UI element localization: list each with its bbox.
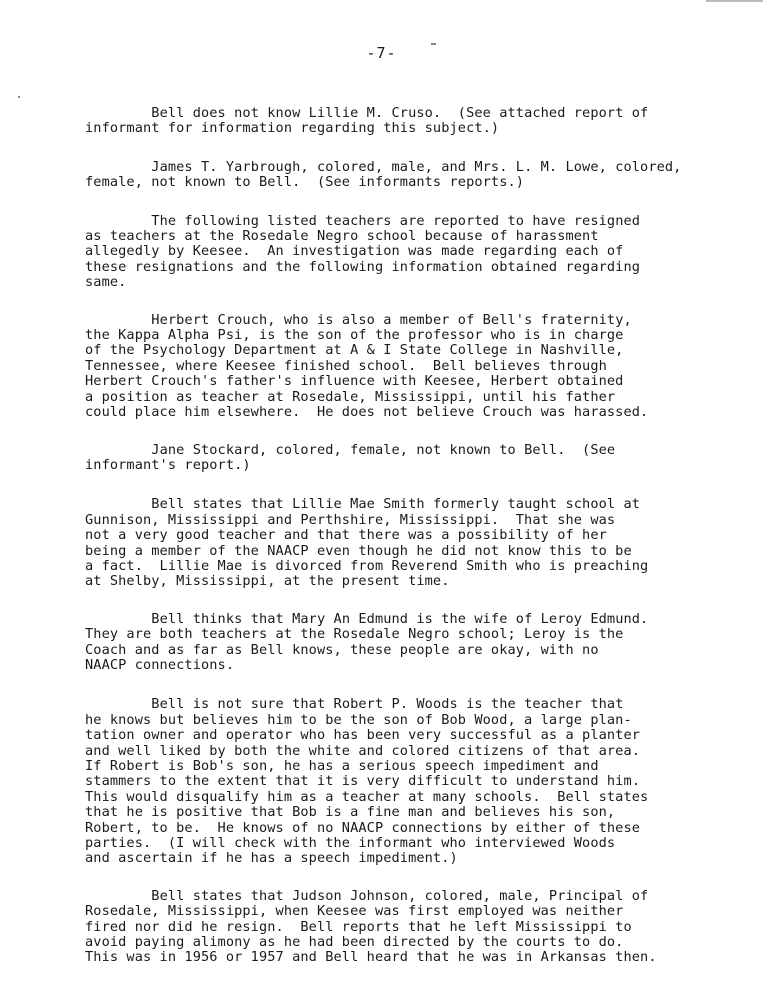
paragraph-woods: Bell is not sure that Robert P. Woods is the teacher that he knows but believes him to be the son of Bob Wood, a large plan- tation owner and operator who has been very successful as a planter and well liked by both the white and colored citizens of that area. If Robert is Bob's son, he has a serious speech impediment and stammers to the extent that it is very difficult to understand him. This would disqualify him as a teacher at many schools. Bell states that he is positive that Bob is a fine man and believes his son, Robert, to be. He knows of no NAACP connections by either of these parties. (I will check with the informant who interviewed Woods and ascertain if he has a speech impediment.) — [85, 696, 649, 867]
paragraph-yarbrough-lowe: James T. Yarbrough, colored, male, and Mrs. L. M. Lowe, colored, female, not known to Bell. (See informants reports.) — [85, 158, 682, 191]
paragraph-smith: Bell states that Lillie Mae Smith formerly taught school at Gunnison, Mississippi and Perthshire, Mississippi. That she was not a very good teacher and that there was a possibility of her being a member of the NAACP even though he did not know this to be a fact. Lillie Mae is divorced from Reverend Smith who is preaching at Shelby, Mississippi, at the present time. — [85, 496, 649, 590]
paragraph-cruso: Bell does not know Lillie M. Cruso. (See attached report of informant for information regarding this subject.) — [85, 105, 649, 137]
paragraph-crouch: Herbert Crouch, who is also a member of Bell's fraternity, the Kappa Alpha Psi, is the son of the professor who is in charge of the Psychology Department at A & I State College in Nashville, Tennessee, where Keesee finished school. Bell believes through Herbert Crouch's father's influence with Keesee, Herbert obtained a position as teacher at Rosedale, Mississippi, until his father could place him elsewhere. He does not believe Crouch was harassed. — [85, 311, 649, 421]
scan-speck — [431, 43, 436, 45]
paragraph-edmund: Bell thinks that Mary An Edmund is the wife of Leroy Edmund. They are both teachers at the Rosedale Negro school; Leroy is the Coach and as far as Bell knows, these people are okay, with no NAACP connections. — [85, 610, 649, 673]
page-number: -7- — [366, 44, 397, 62]
paragraph-stockard: Jane Stockard, colored, female, not known to Bell. (See informant's report.) — [85, 441, 616, 473]
document-body — [85, 106, 710, 966]
scan-edge-mark — [706, 0, 763, 2]
paragraph-johnson: Bell states that Judson Johnson, colored, male, Principal of Rosedale, Mississippi, when Keesee was first employed was neither fired nor did he resign. Bell reports that he left Mississippi to avoid paying alimony as he had been directed by the courts to do. This was in 1956 or 1957 and Bell heard that he was in Arkansas then. — [85, 887, 657, 966]
scan-speck — [18, 96, 20, 98]
paragraph-resigned-teachers: The following listed teachers are reported to have resigned as teachers at the Rosedale Negro school because of harassment allegedly by Keesee. An investigation was made regarding each of these resignations and the following information obtained regarding same. — [85, 212, 641, 291]
